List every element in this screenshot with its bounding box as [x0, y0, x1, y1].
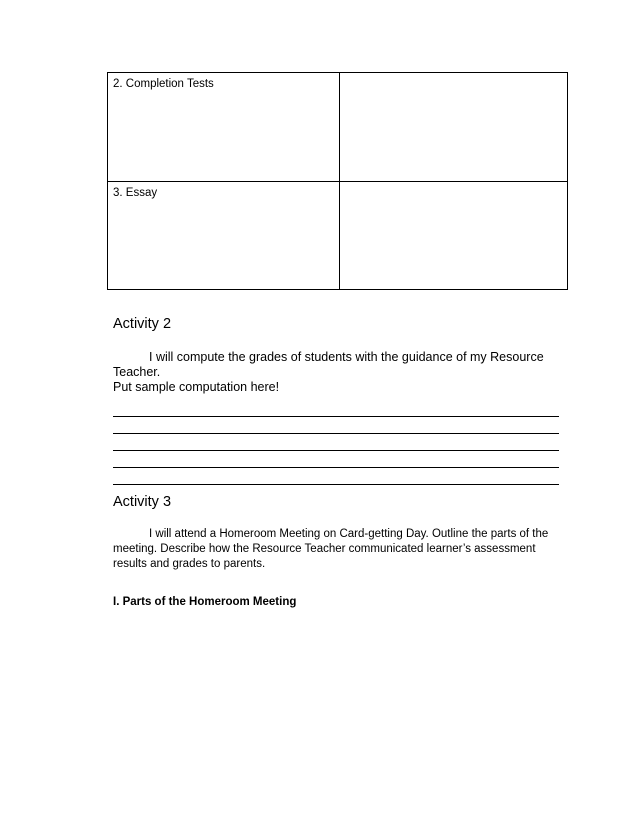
activity-2-instruction	[113, 350, 559, 380]
assessment-table	[107, 72, 568, 290]
table-row	[108, 73, 568, 182]
activity-2-instruction-text: I will compute the grades of students with the guidance of my Resource Teacher.	[113, 350, 544, 379]
computation-answer-lines[interactable]	[113, 400, 559, 485]
activity-2-prompt: Put sample computation here!	[113, 380, 280, 394]
answer-line[interactable]	[113, 434, 559, 451]
answer-line[interactable]	[113, 451, 559, 468]
answer-line[interactable]	[113, 468, 559, 485]
table-row	[108, 181, 568, 290]
activity-2-heading: Activity 2	[113, 316, 172, 332]
activity-3-instruction-text: I will attend a Homeroom Meeting on Card-getting Day. Outline the parts of the meeting. Describe how the Resource Teacher communicated learner’s assessment results and grades to parents.	[113, 528, 549, 570]
answer-line[interactable]	[113, 417, 559, 434]
essay-label: 3. Essay	[108, 181, 340, 290]
completion-tests-label: 2. Completion Tests	[108, 73, 340, 182]
activity-3-heading: Activity 3	[113, 494, 172, 510]
completion-tests-answer-cell[interactable]	[340, 73, 568, 182]
homeroom-meeting-parts-heading: I. Parts of the Homeroom Meeting	[113, 596, 297, 608]
essay-answer-cell[interactable]	[340, 181, 568, 290]
activity-3-instruction	[113, 527, 559, 572]
answer-line[interactable]	[113, 400, 559, 417]
